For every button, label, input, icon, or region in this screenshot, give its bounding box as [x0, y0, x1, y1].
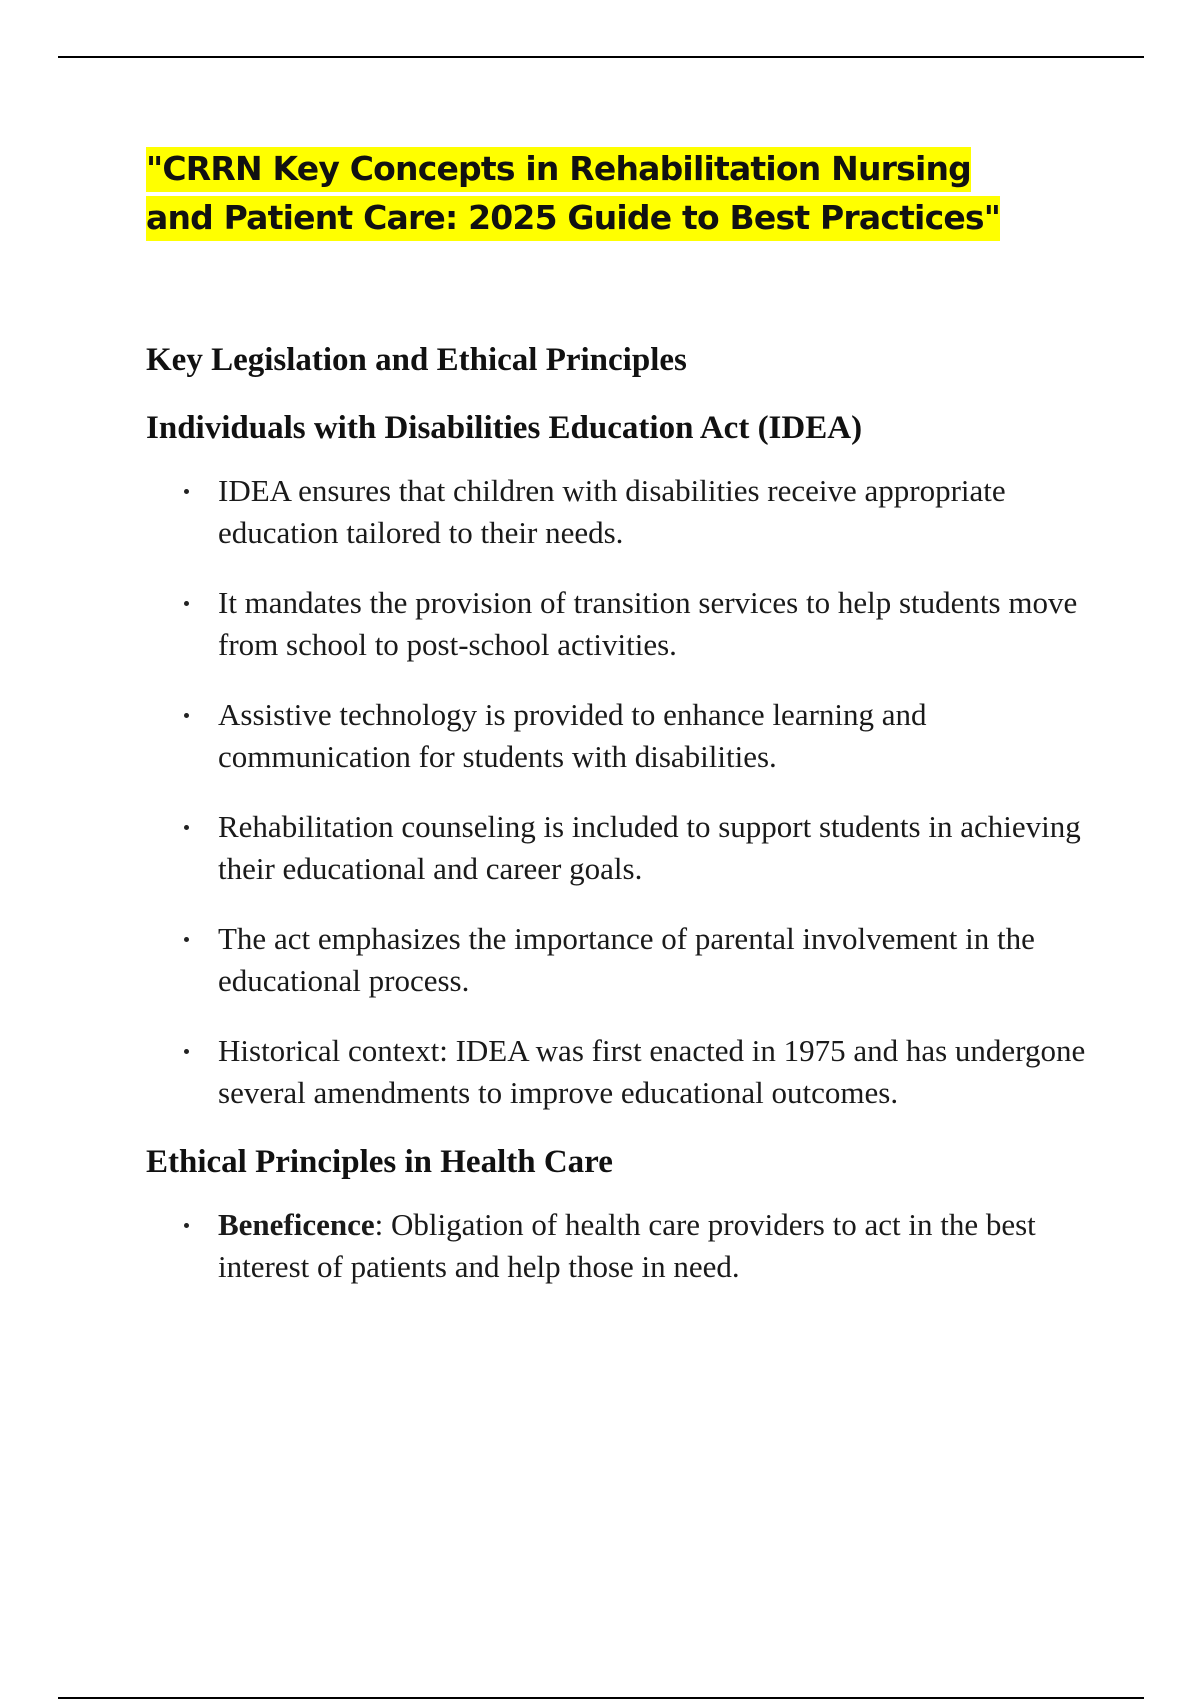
- list-item: [146, 1204, 1106, 1288]
- list-item-text: The act emphasizes the importance of parental involvement in the educational process.: [218, 921, 1035, 998]
- section-heading-ethical-principles: Ethical Principles in Health Care: [146, 1144, 613, 1180]
- bullet-icon: [184, 1223, 189, 1228]
- list-item: [146, 470, 1106, 554]
- list-item-text: Rehabilitation counseling is included to support students in achieving their educational and career goals.: [218, 809, 1081, 886]
- term-definition: : Obligation of health care providers to act in the best interest of patients and help those in need.: [218, 1207, 1036, 1284]
- bullet-icon: [184, 937, 189, 942]
- list-item: [146, 694, 1106, 778]
- document-body: [146, 144, 1106, 1288]
- list-item-text: It mandates the provision of transition services to help students move from school to post-school activities.: [218, 585, 1078, 662]
- bullet-icon: [184, 1049, 189, 1054]
- idea-bullet-list: [146, 470, 1106, 1114]
- list-item: [146, 918, 1106, 1002]
- section-heading-idea: Individuals with Disabilities Education Act (IDEA): [146, 410, 863, 446]
- document-title: [146, 144, 1006, 242]
- top-rule: [58, 56, 1144, 58]
- bullet-icon: [184, 489, 189, 494]
- list-item-text: IDEA ensures that children with disabilities receive appropriate education tailored to their needs.: [218, 473, 1006, 550]
- term-beneficence: Beneficence: [218, 1207, 375, 1242]
- bullet-icon: [184, 825, 189, 830]
- bottom-rule: [58, 1697, 1144, 1699]
- list-item-text: Assistive technology is provided to enhance learning and communication for students with disabilities.: [218, 697, 927, 774]
- list-item: [146, 1030, 1106, 1114]
- section-heading-key-legislation: Key Legislation and Ethical Principles: [146, 342, 687, 378]
- title-highlight: "CRRN Key Concepts in Rehabilitation Nursing and Patient Care: 2025 Guide to Best Practices": [146, 147, 1000, 241]
- ethics-bullet-list: [146, 1204, 1106, 1288]
- list-item: [146, 582, 1106, 666]
- bullet-icon: [184, 601, 189, 606]
- list-item-text: Historical context: IDEA was first enacted in 1975 and has undergone several amendments to improve educational outcomes.: [218, 1033, 1086, 1110]
- list-item: [146, 806, 1106, 890]
- bullet-icon: [184, 713, 189, 718]
